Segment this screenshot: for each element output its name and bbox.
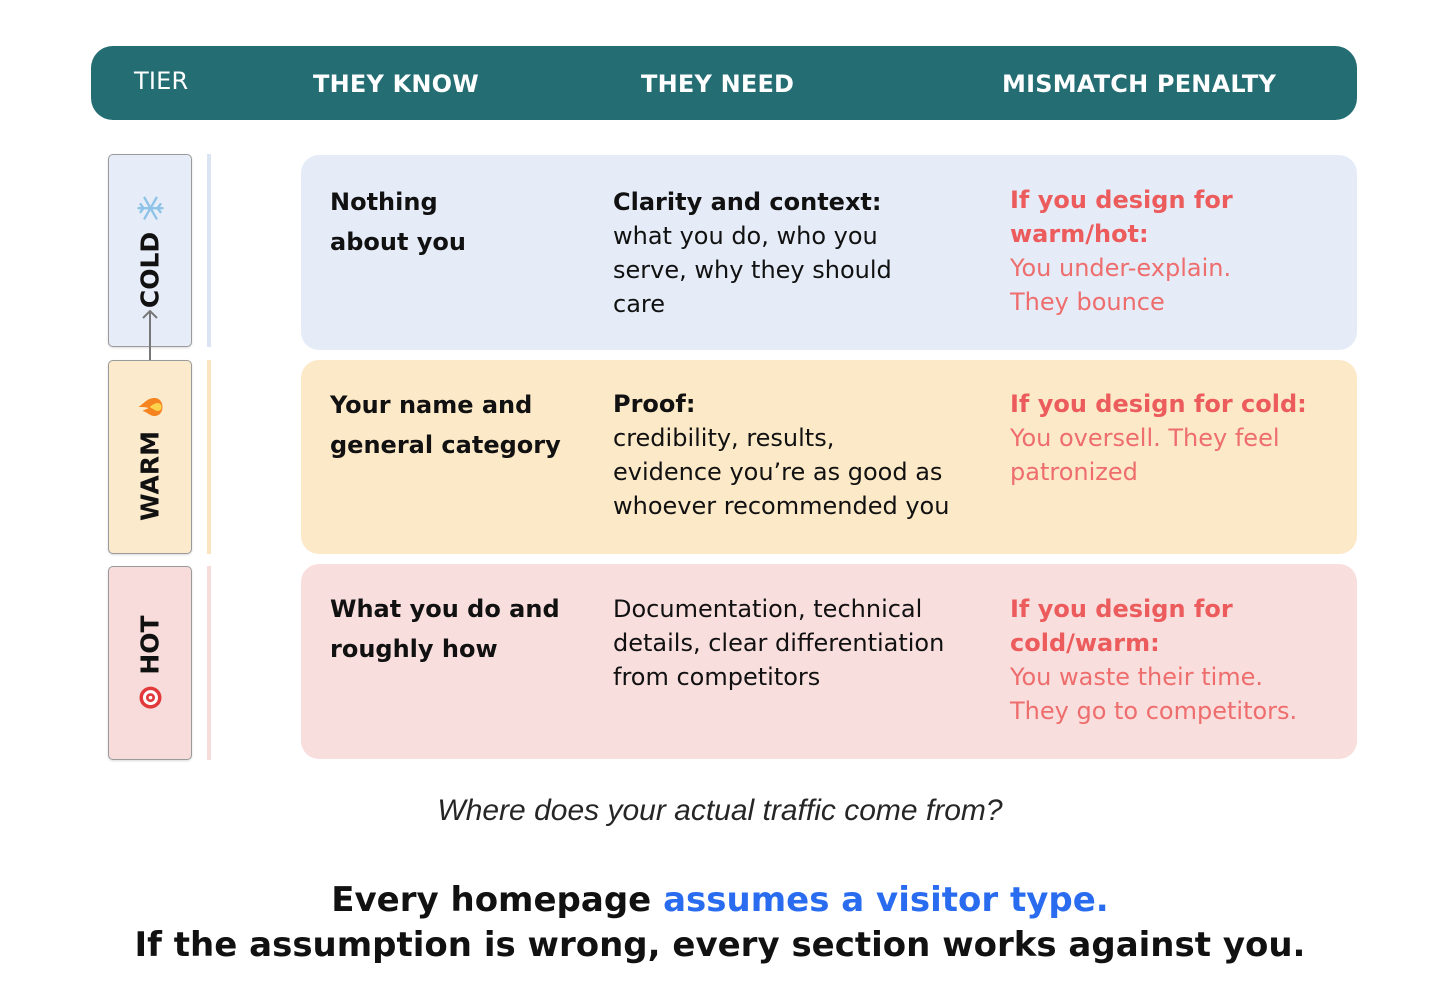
footer-line-1: Every homepage assumes a visitor type. — [331, 880, 1109, 920]
tier-label-cold: COLD — [136, 193, 165, 307]
cold-they-know: Nothing about you — [330, 188, 466, 256]
tier-tab-warm — [108, 360, 192, 554]
warm-they-know: Your name and general category — [330, 391, 561, 459]
tier-connector — [149, 312, 151, 362]
cold-mismatch-penalty: If you design for warm/hot: You under-explain. They bounce — [1010, 186, 1233, 316]
target-icon — [137, 685, 163, 711]
header-they-need: THEY NEED — [641, 70, 795, 98]
footer-highlight: assumes a visitor type. — [663, 880, 1109, 920]
tier-divider-hot — [207, 566, 211, 760]
tier-tab-hot — [108, 566, 192, 760]
warm-mismatch-penalty: If you design for cold: You oversell. They feel patronized — [1010, 390, 1307, 486]
traffic-question: Where does your actual traffic come from? — [437, 794, 1003, 827]
header-they-know: THEY KNOW — [313, 70, 479, 98]
footer-line-2: If the assumption is wrong, every section works against you. — [134, 925, 1306, 965]
tier-label-warm: WARM — [136, 393, 165, 521]
table-header — [91, 46, 1357, 120]
hot-they-need: Documentation, technical details, clear differentiation from competitors — [613, 595, 945, 691]
tier-panel-cold — [301, 155, 1357, 350]
header-tier: TIER — [134, 67, 189, 95]
fire-icon — [136, 393, 164, 421]
arrow-up-icon — [142, 309, 158, 319]
tier-panel-warm — [301, 360, 1357, 554]
hot-they-know: What you do and roughly how — [330, 595, 560, 663]
tier-panel-hot — [301, 564, 1357, 759]
snowflake-icon — [136, 193, 164, 221]
tier-divider-cold — [207, 154, 211, 347]
tier-label-hot: HOT — [136, 615, 165, 710]
warm-they-need: Proof: credibility, results, evidence you’re as good as whoever recommended you — [613, 390, 950, 520]
cold-they-need: Clarity and context: what you do, who you serve, why they should care — [613, 188, 892, 318]
hot-mismatch-penalty: If you design for cold/warm: You waste their time. They go to competitors. — [1010, 595, 1298, 725]
header-mismatch-penalty: MISMATCH PENALTY — [1002, 70, 1277, 98]
tier-divider-warm — [207, 360, 211, 554]
